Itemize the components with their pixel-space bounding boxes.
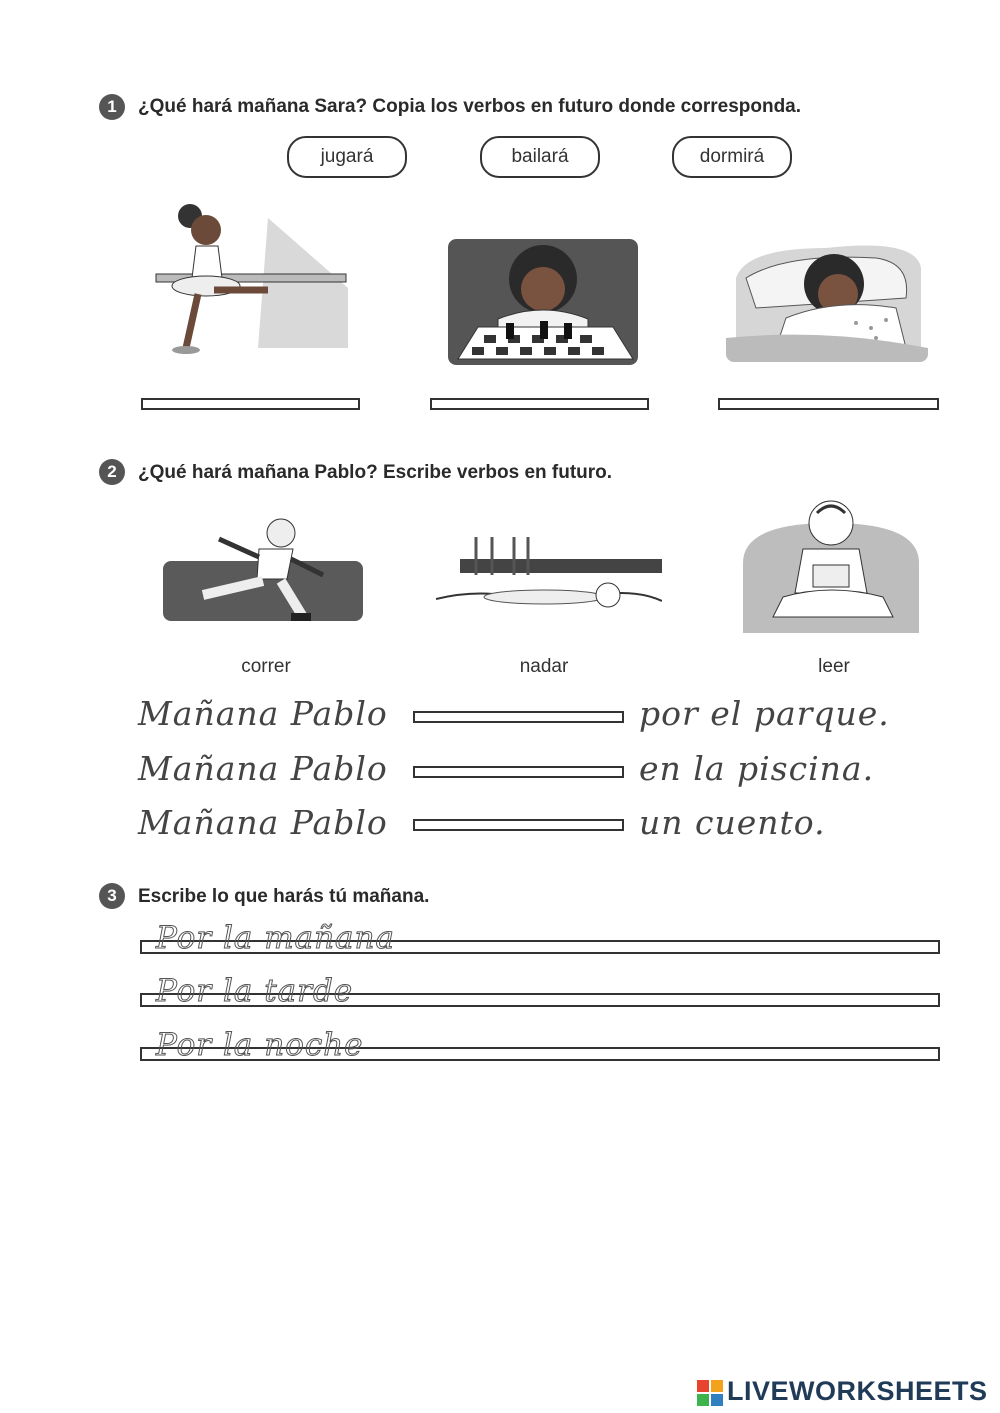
sentence-1-answer[interactable]	[413, 711, 624, 723]
sentence-3-start: Mañana Pablo	[138, 803, 388, 842]
section-3-heading: Escribe lo que harás tú mañana.	[138, 886, 430, 907]
verb-chip-jugara[interactable]: jugará	[287, 136, 407, 178]
liveworksheets-brand: LIVEWORKSHEETS	[727, 1376, 988, 1406]
sentence-1-end: por el parque.	[639, 694, 890, 733]
swimming-boy-illustration	[436, 535, 662, 615]
sentence-3-answer[interactable]	[413, 819, 624, 831]
liveworksheets-logo-icon	[697, 1380, 723, 1406]
verb-chip-dormira[interactable]: dormirá	[672, 136, 792, 178]
verb-chip-bailara[interactable]: bailará	[480, 136, 600, 178]
prompt-afternoon: Por la tarde	[156, 973, 354, 1009]
sentence-2-end: en la piscina.	[639, 749, 875, 788]
answer-box-3[interactable]	[718, 398, 939, 410]
sentence-2-answer[interactable]	[413, 766, 624, 778]
sentence-1-start: Mañana Pablo	[138, 694, 388, 733]
section-number-1: 1	[99, 94, 125, 120]
sentence-3-end: un cuento.	[639, 803, 826, 842]
chess-girl-illustration	[448, 239, 638, 365]
logo-square-4	[711, 1394, 723, 1406]
caption-correr: correr	[241, 656, 291, 677]
sleeping-girl-illustration	[726, 228, 928, 362]
section-1-heading: ¿Qué hará mañana Sara? Copia los verbos en futuro donde corresponda.	[138, 96, 802, 117]
running-boy-illustration	[163, 509, 363, 629]
answer-box-2[interactable]	[430, 398, 649, 410]
caption-leer: leer	[818, 656, 850, 677]
caption-nadar: nadar	[519, 656, 569, 677]
prompt-morning: Por la mañana	[156, 920, 395, 956]
sentence-2-start: Mañana Pablo	[138, 749, 388, 788]
logo-square-1	[697, 1380, 709, 1392]
logo-square-3	[697, 1394, 709, 1406]
section-2-heading: ¿Qué hará mañana Pablo? Escribe verbos en futuro.	[138, 462, 613, 483]
section-number-2: 2	[99, 459, 125, 485]
ballet-girl-illustration	[148, 198, 358, 358]
logo-square-2	[711, 1380, 723, 1392]
prompt-night: Por la noche	[156, 1027, 364, 1063]
reading-boy-illustration	[733, 493, 929, 633]
section-number-3: 3	[99, 883, 125, 909]
answer-box-1[interactable]	[141, 398, 360, 410]
